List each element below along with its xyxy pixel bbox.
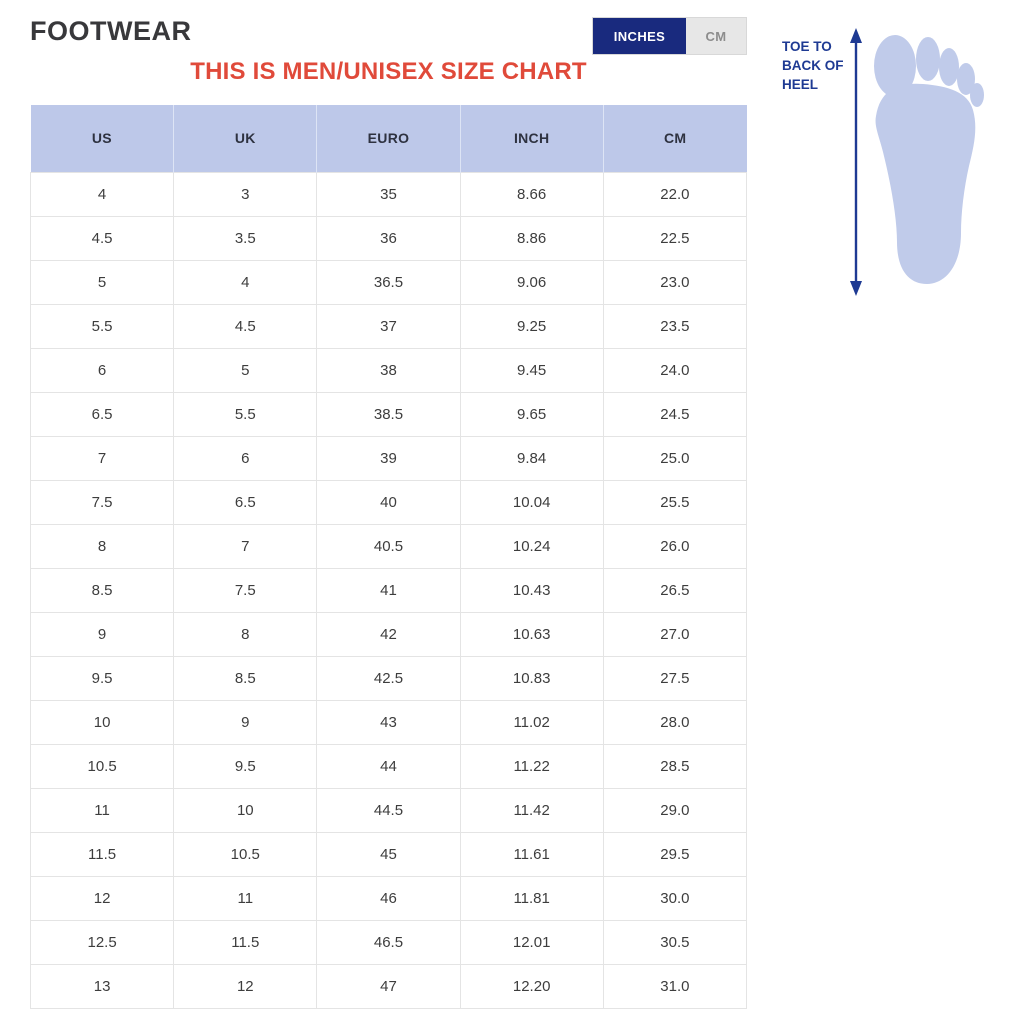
table-cell: 10.04: [460, 480, 603, 524]
table-cell: 11.81: [460, 876, 603, 920]
table-row: [31, 436, 747, 480]
table-row: [31, 788, 747, 832]
unit-toggle: [592, 17, 747, 55]
table-cell: 12: [31, 876, 174, 920]
table-cell: 12.01: [460, 920, 603, 964]
table-cell: 45: [317, 832, 460, 876]
table-cell: 6: [174, 436, 317, 480]
table-cell: 7.5: [174, 568, 317, 612]
table-cell: 29.0: [603, 788, 746, 832]
table-row: [31, 348, 747, 392]
table-cell: 25.5: [603, 480, 746, 524]
table-cell: 37: [317, 304, 460, 348]
table-cell: 11.22: [460, 744, 603, 788]
table-row: [31, 964, 747, 1008]
table-cell: 5: [31, 260, 174, 304]
table-cell: 10: [31, 700, 174, 744]
measure-note: [782, 38, 858, 95]
inches-toggle-button[interactable]: INCHES: [593, 18, 686, 54]
size-table: [30, 105, 747, 1009]
table-cell: 12.20: [460, 964, 603, 1008]
table-cell: 7: [31, 436, 174, 480]
table-row: [31, 216, 747, 260]
table-cell: 41: [317, 568, 460, 612]
table-cell: 4: [31, 172, 174, 216]
chart-subtitle: THIS IS MEN/UNISEX SIZE CHART: [190, 58, 587, 85]
table-cell: 29.5: [603, 832, 746, 876]
table-row: [31, 172, 747, 216]
table-cell: 3: [174, 172, 317, 216]
table-cell: 10.5: [31, 744, 174, 788]
table-cell: 36.5: [317, 260, 460, 304]
table-cell: 10: [174, 788, 317, 832]
table-cell: 4: [174, 260, 317, 304]
table-cell: 10.83: [460, 656, 603, 700]
table-row: [31, 392, 747, 436]
table-row: [31, 524, 747, 568]
table-cell: 26.5: [603, 568, 746, 612]
table-cell: 30.5: [603, 920, 746, 964]
table-cell: 8.86: [460, 216, 603, 260]
table-cell: 9.5: [174, 744, 317, 788]
size-table-header: [31, 105, 747, 172]
table-cell: 28.0: [603, 700, 746, 744]
table-cell: 6.5: [174, 480, 317, 524]
column-header: INCH: [460, 105, 603, 172]
table-cell: 9.06: [460, 260, 603, 304]
table-cell: 9.65: [460, 392, 603, 436]
table-cell: 11.5: [31, 832, 174, 876]
table-row: [31, 260, 747, 304]
table-cell: 9.25: [460, 304, 603, 348]
table-cell: 11: [174, 876, 317, 920]
foot-icon: [868, 28, 986, 292]
table-cell: 8.66: [460, 172, 603, 216]
table-cell: 11.61: [460, 832, 603, 876]
table-cell: 46.5: [317, 920, 460, 964]
column-header: EURO: [317, 105, 460, 172]
table-cell: 8.5: [31, 568, 174, 612]
table-cell: 11.5: [174, 920, 317, 964]
table-cell: 43: [317, 700, 460, 744]
table-cell: 44: [317, 744, 460, 788]
table-cell: 6: [31, 348, 174, 392]
table-cell: 10.24: [460, 524, 603, 568]
table-cell: 38.5: [317, 392, 460, 436]
measure-note-line: HEEL: [782, 76, 819, 92]
measure-illustration: [780, 26, 1012, 298]
table-cell: 39: [317, 436, 460, 480]
table-cell: 9: [174, 700, 317, 744]
table-cell: 12: [174, 964, 317, 1008]
table-cell: 5.5: [174, 392, 317, 436]
table-cell: 9.45: [460, 348, 603, 392]
table-cell: 8: [174, 612, 317, 656]
table-cell: 9.5: [31, 656, 174, 700]
table-cell: 31.0: [603, 964, 746, 1008]
size-table-container: [30, 105, 747, 1009]
table-row: [31, 656, 747, 700]
table-cell: 35: [317, 172, 460, 216]
table-cell: 8.5: [174, 656, 317, 700]
column-header: UK: [174, 105, 317, 172]
table-cell: 4.5: [31, 216, 174, 260]
table-cell: 30.0: [603, 876, 746, 920]
column-header: US: [31, 105, 174, 172]
table-cell: 13: [31, 964, 174, 1008]
measure-note-line: BACK OF: [782, 57, 844, 73]
table-cell: 27.5: [603, 656, 746, 700]
table-cell: 10.63: [460, 612, 603, 656]
table-cell: 40.5: [317, 524, 460, 568]
table-cell: 7: [174, 524, 317, 568]
table-cell: 7.5: [31, 480, 174, 524]
table-row: [31, 744, 747, 788]
table-cell: 44.5: [317, 788, 460, 832]
table-cell: 27.0: [603, 612, 746, 656]
table-cell: 3.5: [174, 216, 317, 260]
header-row: [31, 105, 747, 172]
table-cell: 22.5: [603, 216, 746, 260]
table-cell: 6.5: [31, 392, 174, 436]
table-row: [31, 876, 747, 920]
table-cell: 25.0: [603, 436, 746, 480]
table-cell: 23.5: [603, 304, 746, 348]
table-cell: 28.5: [603, 744, 746, 788]
table-cell: 46: [317, 876, 460, 920]
table-cell: 40: [317, 480, 460, 524]
table-cell: 10.43: [460, 568, 603, 612]
table-cell: 11.02: [460, 700, 603, 744]
table-cell: 42: [317, 612, 460, 656]
table-cell: 4.5: [174, 304, 317, 348]
table-row: [31, 568, 747, 612]
table-cell: 24.5: [603, 392, 746, 436]
table-cell: 23.0: [603, 260, 746, 304]
table-row: [31, 304, 747, 348]
table-cell: 12.5: [31, 920, 174, 964]
table-cell: 47: [317, 964, 460, 1008]
table-row: [31, 920, 747, 964]
table-cell: 5.5: [31, 304, 174, 348]
table-cell: 24.0: [603, 348, 746, 392]
table-row: [31, 832, 747, 876]
table-cell: 42.5: [317, 656, 460, 700]
cm-toggle-button[interactable]: CM: [686, 18, 746, 54]
measure-arrow-icon: [848, 28, 864, 296]
table-row: [31, 612, 747, 656]
table-cell: 26.0: [603, 524, 746, 568]
page-title: FOOTWEAR: [30, 16, 192, 46]
table-cell: 22.0: [603, 172, 746, 216]
column-header: CM: [603, 105, 746, 172]
size-table-body: [31, 172, 747, 1008]
table-cell: 5: [174, 348, 317, 392]
table-row: [31, 480, 747, 524]
table-cell: 36: [317, 216, 460, 260]
table-row: [31, 700, 747, 744]
table-cell: 8: [31, 524, 174, 568]
table-cell: 9.84: [460, 436, 603, 480]
table-cell: 38: [317, 348, 460, 392]
table-cell: 11.42: [460, 788, 603, 832]
measure-note-line: TOE TO: [782, 39, 832, 54]
table-cell: 10.5: [174, 832, 317, 876]
table-cell: 9: [31, 612, 174, 656]
table-cell: 11: [31, 788, 174, 832]
